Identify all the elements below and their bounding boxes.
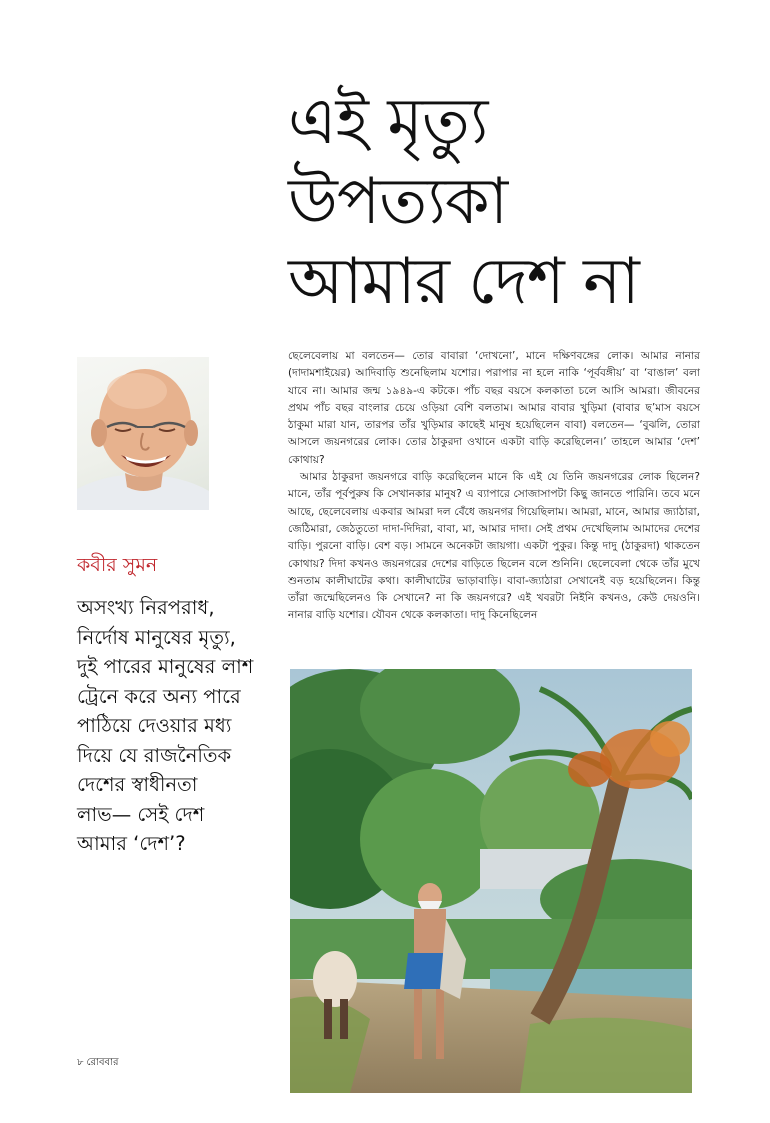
author-portrait xyxy=(77,357,209,510)
headline-line-2: উপত্যকা xyxy=(288,165,508,239)
feature-photo xyxy=(290,669,692,1093)
author-portrait-illustration xyxy=(77,357,209,510)
article-paragraph: আমার ঠাকুরদা জয়নগরে বাড়ি করেছিলেন মানে কি এই যে তিনি জয়নগরের লোক ছিলেন? মানে, তাঁর পূর্বপুরুষ কি সেখানকার মানুষ? এ ব্যাপারে সোজাসাপটা কিছু জানতে পারিনি। তবে মনে আছে, ছেলেবেলায় একবার আমরা দল বেঁধে জয়নগর গিয়েছিলাম। আমরা, মানে, আমার জ্যাঠারা, জেঠিমারা, জেঠতুতো দাদা-দিদিরা, বাবা, মা, আমার দাদা। সেই প্রথম দেখেছিলাম আমাদের দেশের বাড়ি। পুরনো বাড়ি। বেশ বড়। সামনে অনেকটা জায়গা। একটা পুকুর। কিন্তু দাদু (ঠাকুরদা) থাকতেন কোথায়? দিদা কখনও জয়নগরের দেশের বাড়িতে ছিলেন বলে শুনিনি। ছেলেবেলা থেকে তাঁর মুখে শুনতাম কালীঘাটের কথা। কালীঘাটের ভাড়াবাড়ি। বাবা-জ্যাঠারা সেখানেই বড় হয়েছিলেন। কিন্তু তাঁরা জন্মেছিলেনও কি সেখানে? না কি জয়নগরে? এই খবরটা নিইনি কখনও, কেউ দেয়ওনি। নানার বাড়ি যশোর। যৌবন থেকে কলকাতা। দাদু কিনেছিলেন xyxy=(288,471,701,622)
pull-quote-line: লাভ— সেই দেশ xyxy=(77,802,205,826)
headline xyxy=(288,82,758,322)
headline-line-3: আমার দেশ না xyxy=(288,245,639,319)
magazine-name: রোববার xyxy=(86,1057,119,1068)
pull-quote xyxy=(77,593,277,859)
pull-quote-line: নির্দোষ মানুষের মৃত্যু, xyxy=(77,625,236,649)
pull-quote-line: অসংখ্য নিরপরাধ, xyxy=(77,596,215,619)
page-folio xyxy=(77,1055,119,1072)
article-paragraph: ছেলেবেলায় মা বলতেন— তোর বাবারা ‘দোখনো’, মানে দক্ষিণবঙ্গের লোক। আমার নানার (দাদামশাইয়ের) আদিবাড়ি শুনেছিলাম যশোর। পরাপার না হলে নাকি ‘পূর্ববঙ্গীয়’ বা ‘বাঙাল’ বলা যাবে না। আমার জন্ম ১৯৪৯-এ কটকে। পাঁচ বছর বয়সে কলকাতা চলে আসি আমরা। জীবনের প্রথম পাঁচ বছর বাংলার চেয়ে ওড়িয়া বেশি বলতাম। আমার বাবার খুড়িমা (বাবার ছ’মাস বয়সে ঠাকুমা মারা যান, তারপর তাঁর খুড়িমার কাছেই মানুষ হয়েছিলেন বাবা) বলতেন— ‘বুঝলি, তোরা আসলে জয়নগরের লোক। তোর ঠাকুরদা ওখানে একটা বাড়ি করেছিলেন।’ তাহলে আমার ‘দেশ’ কোথায়? xyxy=(288,350,700,466)
feature-photo-illustration xyxy=(290,669,692,1093)
headline-line-1: এই মৃত্যু xyxy=(288,85,488,159)
pull-quote-line: দিয়ে যে রাজনৈতিক xyxy=(77,743,232,767)
page-number: ৮ xyxy=(77,1057,84,1068)
pull-quote-line: দুই পারের মানুষের লাশ xyxy=(77,655,254,678)
pull-quote-line: পাঠিয়ে দেওয়ার মধ্য xyxy=(77,714,232,737)
author-name: কবীর সুমন xyxy=(77,554,158,576)
pull-quote-line: আমার ‘দেশ’? xyxy=(77,832,186,855)
pull-quote-line: ট্রেনে করে অন্য পারে xyxy=(77,684,241,708)
article-body xyxy=(288,348,700,625)
pull-quote-line: দেশের স্বাধীনতা xyxy=(77,773,198,796)
